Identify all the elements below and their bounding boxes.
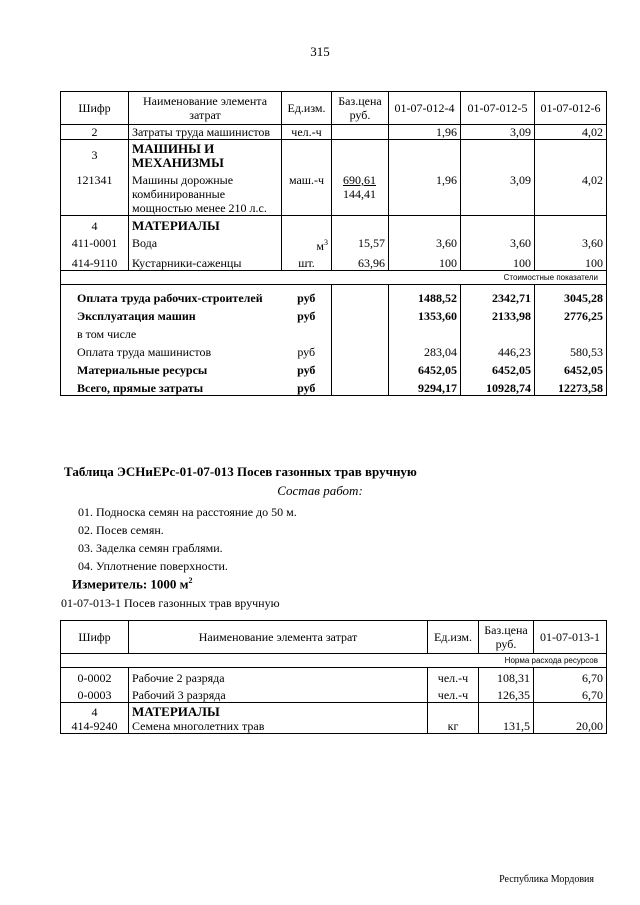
- table-header-row: [61, 621, 607, 654]
- cell-value: 1,96: [389, 125, 461, 140]
- work-item: 04. Уплотнение поверхности.: [78, 559, 228, 573]
- header-price: Баз.цена руб.: [479, 621, 534, 654]
- cell-unit: [282, 233, 332, 253]
- cell-name: Кустарники-саженцы: [129, 253, 282, 271]
- cell-value: 20,00: [534, 719, 607, 734]
- table-header-row: [61, 92, 607, 125]
- group-title: МАШИНЫ И МЕХАНИЗМЫ: [129, 140, 282, 171]
- cell-name: Вода: [129, 233, 282, 253]
- summary-unit: руб: [282, 305, 332, 323]
- header-name: Наименование элемента затрат: [129, 621, 428, 654]
- header-code: Шифр: [61, 92, 129, 125]
- summary-row: [61, 341, 607, 359]
- cell-value: 3,60: [461, 233, 535, 253]
- summary-value: 2342,71: [461, 285, 535, 306]
- group-row-materials: [61, 216, 607, 234]
- cell-name: Затраты труда машинистов: [129, 125, 282, 140]
- cost-indicators-row: [61, 271, 607, 285]
- summary-value: 2133,98: [461, 305, 535, 323]
- footer-region: Республика Мордовия: [499, 874, 594, 885]
- summary-unit: руб: [282, 377, 332, 396]
- cell-price: 131,5: [479, 719, 534, 734]
- cell-name: Машины дорожные комбинированные мощностью менее 210 л.с.: [129, 170, 282, 216]
- header-unit: Ед.изм.: [428, 621, 479, 654]
- unit-superscript: 3: [324, 238, 328, 247]
- cell-value: 100: [535, 253, 607, 271]
- cell-unit: кг: [428, 719, 479, 734]
- header-name: Наименование элемента затрат: [129, 92, 282, 125]
- table-row: [61, 125, 607, 140]
- cell-unit: шт.: [282, 253, 332, 271]
- cell-unit: маш.-ч: [282, 170, 332, 216]
- cell-code: 0-0003: [61, 685, 129, 703]
- summary-row: [61, 323, 607, 341]
- group-row-materials: [61, 703, 607, 720]
- work-item: 02. Посев семян.: [78, 523, 164, 537]
- cell-name: Рабочие 2 разряда: [129, 668, 428, 686]
- cell-value: 4,02: [535, 125, 607, 140]
- cell-value: 4,02: [535, 170, 607, 216]
- summary-value: 2776,25: [535, 305, 607, 323]
- cell-value: 3,60: [535, 233, 607, 253]
- cell-name: Семена многолетних трав: [129, 719, 428, 734]
- cell-unit: чел.-ч: [428, 685, 479, 703]
- norm-row: [61, 654, 607, 668]
- section-title: Таблица ЭСНиЕРс-01-07-013 Посев газонных трав вручную: [64, 464, 417, 479]
- cell-code: 411-0001: [61, 233, 129, 253]
- cell-code: 0-0002: [61, 668, 129, 686]
- cell-price: 126,35: [479, 685, 534, 703]
- meter-text: Измеритель: 1000 м: [72, 576, 189, 592]
- page-number: 315: [310, 44, 330, 59]
- resource-table-012: [60, 91, 607, 396]
- cell-value: 3,60: [389, 233, 461, 253]
- header-unit: Ед.изм.: [282, 92, 332, 125]
- summary-unit: руб: [282, 285, 332, 306]
- cell-value: 1,96: [389, 170, 461, 216]
- summary-value: 3045,28: [535, 285, 607, 306]
- cell-code: 121341: [61, 170, 129, 216]
- summary-name: Эксплуатация машин: [61, 305, 282, 323]
- header-col-5: 01-07-012-5: [461, 92, 535, 125]
- table-row: [61, 719, 607, 734]
- cell-name: Рабочий 3 разряда: [129, 685, 428, 703]
- summary-value: 9294,17: [389, 377, 461, 396]
- cell-code: 4: [61, 703, 129, 720]
- summary-row: [61, 359, 607, 377]
- cell-value: 6,70: [534, 668, 607, 686]
- header-price: Баз.цена руб.: [332, 92, 389, 125]
- group-title: МАТЕРИАЛЫ: [129, 703, 428, 720]
- table-row: [61, 233, 607, 253]
- cell-value: 3,09: [461, 125, 535, 140]
- table-row: [61, 668, 607, 686]
- summary-row: [61, 285, 607, 306]
- cell-code: 414-9240: [61, 719, 129, 734]
- cell-unit: чел.-ч: [282, 125, 332, 140]
- summary-value: 6452,05: [389, 359, 461, 377]
- summary-value: 580,53: [535, 341, 607, 359]
- work-item: 03. Заделка семян граблями.: [78, 541, 223, 555]
- summary-row: [61, 305, 607, 323]
- cell-price: [332, 125, 389, 140]
- table-row: [61, 685, 607, 703]
- cell-value: 100: [461, 253, 535, 271]
- cost-indicators-label: Стоимостные показатели: [61, 271, 607, 285]
- group-title: МАТЕРИАЛЫ: [129, 216, 282, 234]
- cell-code: 4: [61, 216, 129, 234]
- summary-value: 10928,74: [461, 377, 535, 396]
- summary-row: [61, 377, 607, 396]
- cell-price: 63,96: [332, 253, 389, 271]
- summary-value: 1488,52: [389, 285, 461, 306]
- summary-value: 283,04: [389, 341, 461, 359]
- table-row: [61, 170, 607, 216]
- unit-text: м: [316, 239, 324, 253]
- summary-value: 12273,58: [535, 377, 607, 396]
- cell-price: 108,31: [479, 668, 534, 686]
- composition-heading: Состав работ:: [277, 483, 363, 498]
- summary-value: 6452,05: [461, 359, 535, 377]
- summary-name: Всего, прямые затраты: [61, 377, 282, 396]
- cell-code: 3: [61, 140, 129, 171]
- meter-superscript: 2: [188, 576, 193, 585]
- summary-name: Оплата труда машинистов: [61, 341, 282, 359]
- work-item: 01. Подноска семян на расстояние до 50 м.: [78, 505, 297, 519]
- summary-name: Материальные ресурсы: [61, 359, 282, 377]
- rate-code-line: 01-07-013-1 Посев газонных трав вручную: [61, 596, 280, 610]
- price-primary: 690,61: [343, 173, 376, 187]
- norm-label: Норма расхода ресурсов: [61, 654, 607, 668]
- cell-price: [332, 170, 389, 216]
- measurement-unit: [72, 576, 193, 592]
- header-col-1: 01-07-013-1: [534, 621, 607, 654]
- table-row: [61, 253, 607, 271]
- cell-unit: чел.-ч: [428, 668, 479, 686]
- summary-name: Оплата труда рабочих-строителей: [61, 285, 282, 306]
- cell-price: 15,57: [332, 233, 389, 253]
- cell-value: 3,09: [461, 170, 535, 216]
- cell-code: 2: [61, 125, 129, 140]
- cell-code: 414-9110: [61, 253, 129, 271]
- summary-name: в том числе: [61, 323, 282, 341]
- summary-value: 6452,05: [535, 359, 607, 377]
- cell-value: 100: [389, 253, 461, 271]
- header-code: Шифр: [61, 621, 129, 654]
- cell-value: 6,70: [534, 685, 607, 703]
- summary-value: 1353,60: [389, 305, 461, 323]
- summary-unit: руб: [282, 359, 332, 377]
- header-col-4: 01-07-012-4: [389, 92, 461, 125]
- resource-table-013: [60, 620, 607, 734]
- group-row-machines: [61, 140, 607, 171]
- summary-unit: руб: [282, 341, 332, 359]
- summary-value: 446,23: [461, 341, 535, 359]
- header-col-6: 01-07-012-6: [535, 92, 607, 125]
- price-secondary: 144,41: [343, 187, 376, 201]
